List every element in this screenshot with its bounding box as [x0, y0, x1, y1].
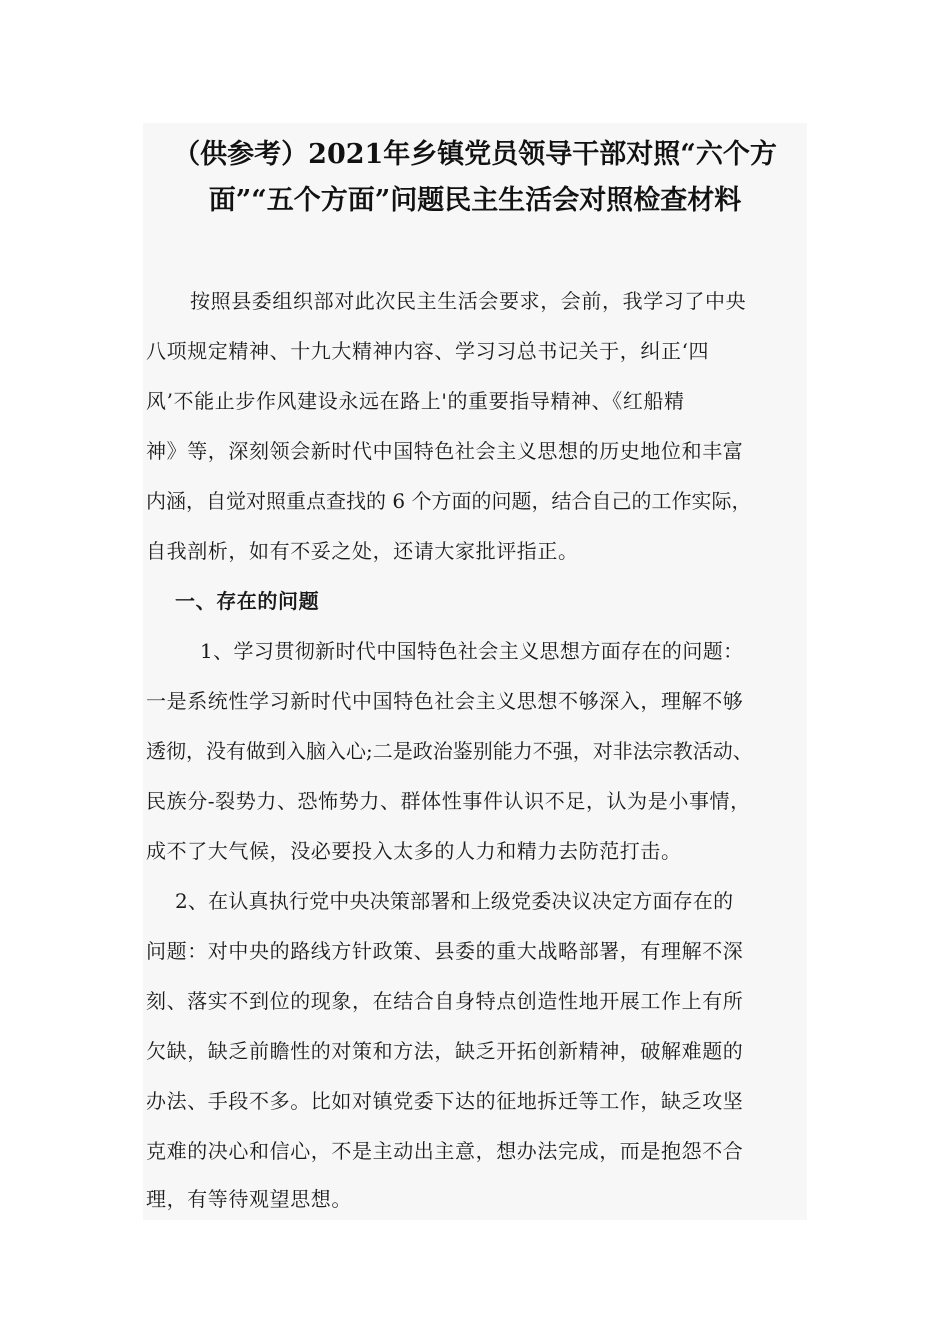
item2-line-5: 办法、手段不多。比如对镇党委下达的征地拆迁等工作，缺乏攻坚 — [146, 1089, 744, 1113]
item2-line-1: 2、在认真执行党中央决策部署和上级党委决议决定方面存在的 — [175, 889, 734, 913]
item2-line-6: 克难的决心和信心，不是主动出主意，想办法完成，而是抱怨不合 — [146, 1139, 744, 1163]
intro-line-6: 自我剖析，如有不妥之处，还请大家批评指正。 — [146, 539, 579, 563]
section-heading: 一、存在的问题 — [175, 589, 320, 613]
item1-line-3: 透彻，没有做到入脑入心;二是政治鉴别能力不强，对非法宗教活动、 — [146, 739, 753, 763]
item2-line-7: 理，有等待观望思想。 — [146, 1187, 352, 1211]
item1-line-2: 一是系统性学习新时代中国特色社会主义思想不够深入，理解不够 — [146, 689, 744, 713]
title-line-2: 面”“五个方面”问题民主生活会对照检查材料 — [208, 185, 742, 216]
item1-line-1: 1、学习贯彻新时代中国特色社会主义思想方面存在的问题： — [200, 639, 744, 663]
item2-line-4: 欠缺，缺乏前瞻性的对策和方法，缺乏开拓创新精神，破解难题的 — [146, 1039, 744, 1063]
intro-line-3: 风’不能止步作风建设永远在路上'的重要指导精神、《红船精 — [146, 389, 685, 413]
intro-line-2: 八项规定精神、十九大精神内容、学习习总书记关于，纠正‘四 — [146, 339, 710, 363]
intro-line-1: 按照县委组织部对此次民主生活会要求，会前，我学习了中央 — [190, 289, 747, 313]
item1-line-5: 成不了大气候，没必要投入太多的人力和精力去防范打击。 — [146, 839, 682, 863]
title-line-1: （供参考）2021年乡镇党员领导干部对照“六个方 — [173, 139, 777, 170]
item2-line-3: 刻、落实不到位的现象，在结合自身特点创造性地开展工作上有所 — [146, 989, 744, 1013]
item2-line-2: 问题：对中央的路线方针政策、县委的重大战略部署，有理解不深 — [146, 939, 744, 963]
intro-line-5: 内涵，自觉对照重点查找的 6 个方面的问题，结合自己的工作实际， — [146, 489, 752, 513]
intro-line-4: 神》等，深刻领会新时代中国特色社会主义思想的历史地位和丰富 — [146, 439, 744, 463]
item1-line-4: 民族分-裂势力、恐怖势力、群体性事件认识不足，认为是小事情， — [146, 789, 751, 813]
document-title — [143, 132, 807, 224]
